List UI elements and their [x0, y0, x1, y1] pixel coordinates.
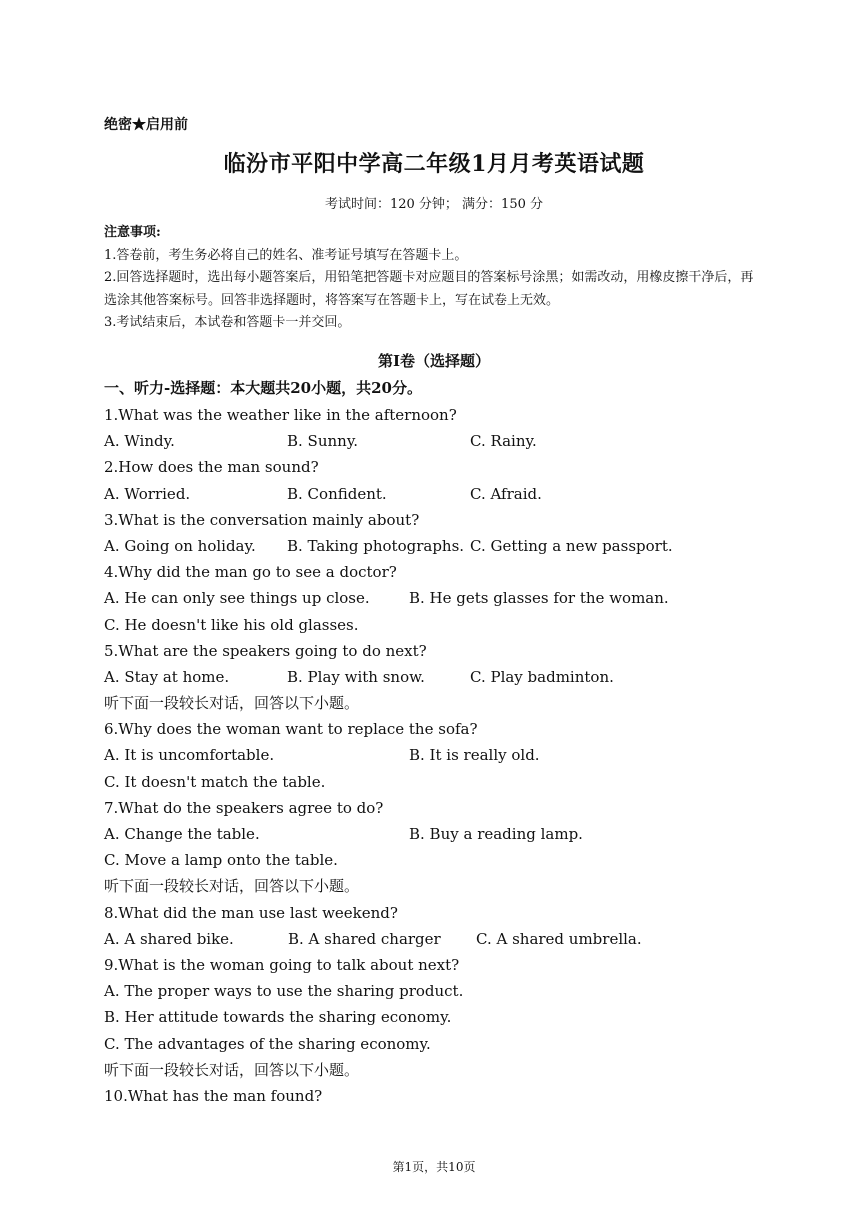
option-a: A. The proper ways to use the sharing product.	[104, 982, 464, 1001]
option-row	[104, 769, 784, 795]
option-row	[104, 978, 784, 1004]
option-a: A. Going on holiday.	[104, 536, 256, 555]
page-number: 第1页，共10页	[392, 1160, 476, 1174]
part-title: 一、听力-选择题：本大题共20小题，共20分。	[104, 379, 422, 397]
option-a: A. Stay at home.	[104, 667, 230, 686]
option-row	[104, 533, 784, 559]
option-c: C. Getting a new passport.	[470, 536, 673, 555]
question-stem: 1.What was the weather like in the afternoon?	[104, 406, 457, 424]
option-row	[104, 1031, 784, 1057]
option-row	[104, 926, 784, 952]
option-a: A. Worried.	[104, 484, 191, 503]
option-a: A. It is uncomfortable.	[104, 746, 275, 765]
option-row	[104, 585, 784, 611]
option-row	[104, 481, 784, 507]
option-c: C. Move a lamp onto the table.	[104, 851, 338, 870]
notice-block	[104, 222, 766, 335]
option-row	[104, 742, 784, 768]
option-row	[104, 847, 784, 873]
option-b: B. Play with snow.	[287, 667, 425, 686]
question-stem: 5.What are the speakers going to do next?	[104, 641, 427, 660]
confidential-mark: 绝密★启用前	[104, 117, 188, 133]
question-stem: 2.How does the man sound?	[104, 458, 319, 477]
notice-item: 2.回答选择题时，选出每小题答案后，用铅笔把答题卡对应题目的答案标号涂黑；如需改动，用橡皮擦干净后，再选涂其他答案标号。回答非选择题时，将答案写在答题卡上，写在试卷上无效。	[104, 270, 754, 308]
notice-item: 3.考试结束后，本试卷和答题卡一并交回。	[104, 315, 351, 330]
section-title: 第I卷（选择题）	[377, 352, 491, 370]
option-b: B. Taking photographs.	[287, 536, 465, 555]
exam-title: 临汾市平阳中学高二年级1月月考英语试题	[223, 151, 645, 177]
question-stem: 4.Why did the man go to see a doctor?	[104, 563, 397, 582]
option-b: B. He gets glasses for the woman.	[409, 589, 669, 608]
option-b: B. Sunny.	[287, 432, 359, 451]
option-b: B. Her attitude towards the sharing economy.	[104, 1008, 452, 1027]
question-stem: 3.What is the conversation mainly about?	[104, 510, 420, 529]
option-c: C. A shared umbrella.	[476, 929, 642, 948]
option-c: C. Afraid.	[470, 484, 542, 503]
notice-item: 1.答卷前，考生务必将自己的姓名、准考证号填写在答题卡上。	[104, 247, 468, 263]
option-row	[104, 612, 784, 638]
option-c: C. It doesn't match the table.	[104, 772, 326, 791]
option-b: B. It is really old.	[409, 746, 540, 765]
option-b: B. Buy a reading lamp.	[409, 825, 583, 843]
option-a: A. Change the table.	[104, 825, 260, 843]
notice-heading: 注意事项:	[104, 225, 161, 240]
option-row	[104, 1004, 784, 1030]
question-stem: 9.What is the woman going to talk about next?	[104, 955, 460, 974]
option-row	[104, 428, 784, 454]
transition-text: 听下面一段较长对话，回答以下小题。	[104, 1060, 360, 1079]
option-row	[104, 821, 784, 847]
option-b: B. A shared charger	[288, 929, 441, 948]
option-a: A. He can only see things up close.	[104, 589, 370, 608]
option-a: A. Windy.	[104, 432, 175, 451]
question-stem: 6.Why does the woman want to replace the sofa?	[104, 720, 478, 739]
option-a: A. A shared bike.	[104, 929, 234, 948]
exam-subtitle: 考试时间：120 分钟； 满分：150 分	[324, 197, 544, 212]
transition-text: 听下面一段较长对话，回答以下小题。	[104, 877, 360, 896]
option-c: C. He doesn't like his old glasses.	[104, 615, 359, 634]
option-c: C. Rainy.	[470, 432, 537, 451]
option-c: C. Play badminton.	[470, 667, 614, 686]
option-b: B. Confident.	[287, 484, 387, 503]
option-row	[104, 664, 784, 690]
option-c: C. The advantages of the sharing economy.	[104, 1034, 431, 1053]
question-stem: 10.What has the man found?	[104, 1086, 323, 1105]
question-stem: 8.What did the man use last weekend?	[104, 903, 398, 922]
transition-text: 听下面一段较长对话，回答以下小题。	[104, 694, 360, 713]
question-list	[104, 402, 784, 1109]
question-stem: 7.What do the speakers agree to do?	[104, 798, 384, 817]
